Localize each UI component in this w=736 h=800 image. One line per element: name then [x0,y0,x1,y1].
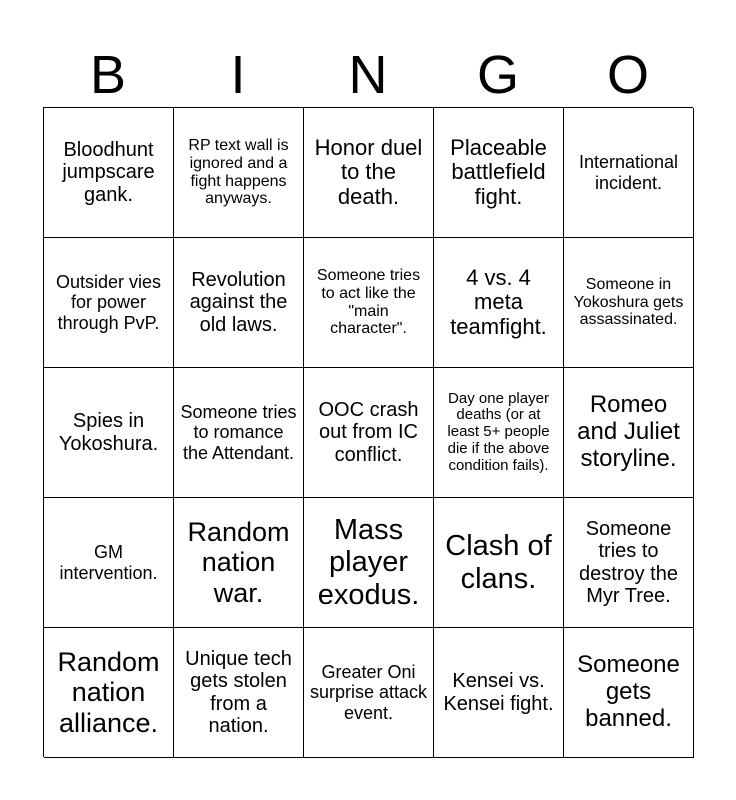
bingo-cell[interactable]: Romeo and Juliet storyline. [564,368,694,498]
bingo-cell[interactable]: Day one player deaths (or at least 5+ people die if the above condition fails). [434,368,564,498]
bingo-cell[interactable]: Random nation alliance. [44,628,174,758]
bingo-board [43,107,693,757]
bingo-cell[interactable]: Revolution against the old laws. [174,238,304,368]
bingo-cell[interactable]: Someone tries to romance the Attendant. [174,368,304,498]
bingo-cell[interactable]: International incident. [564,108,694,238]
header-letter-o: O [606,45,649,105]
bingo-cell[interactable]: Random nation war. [174,498,304,628]
bingo-cell[interactable]: Someone gets banned. [564,628,694,758]
bingo-cell[interactable]: GM intervention. [44,498,174,628]
bingo-cell[interactable]: 4 vs. 4 meta teamfight. [434,238,564,368]
bingo-cell[interactable]: Someone tries to destroy the Myr Tree. [564,498,694,628]
bingo-cell[interactable]: Bloodhunt jumpscare gank. [44,108,174,238]
bingo-cell[interactable]: Honor duel to the death. [304,108,434,238]
header-letter-g: G [476,45,519,105]
header-letter-b: B [89,45,127,105]
bingo-cell[interactable]: Outsider vies for power through PvP. [44,238,174,368]
bingo-cell[interactable]: OOC crash out from IC conflict. [304,368,434,498]
bingo-cell[interactable]: Someone tries to act like the "main character". [304,238,434,368]
bingo-header [43,42,693,108]
bingo-cell[interactable]: Kensei vs. Kensei fight. [434,628,564,758]
bingo-cell[interactable]: RP text wall is ignored and a fight happens anyways. [174,108,304,238]
bingo-cell[interactable]: Spies in Yokoshura. [44,368,174,498]
header-letter-n: N [348,45,388,105]
bingo-cell[interactable]: Someone in Yokoshura gets assassinated. [564,238,694,368]
bingo-cell[interactable]: Greater Oni surprise attack event. [304,628,434,758]
bingo-cell[interactable]: Clash of clans. [434,498,564,628]
bingo-cell[interactable]: Placeable battlefield fight. [434,108,564,238]
header-letter-i: I [230,45,246,105]
bingo-cell[interactable]: Mass player exodus. [304,498,434,628]
bingo-cell[interactable]: Unique tech gets stolen from a nation. [174,628,304,758]
